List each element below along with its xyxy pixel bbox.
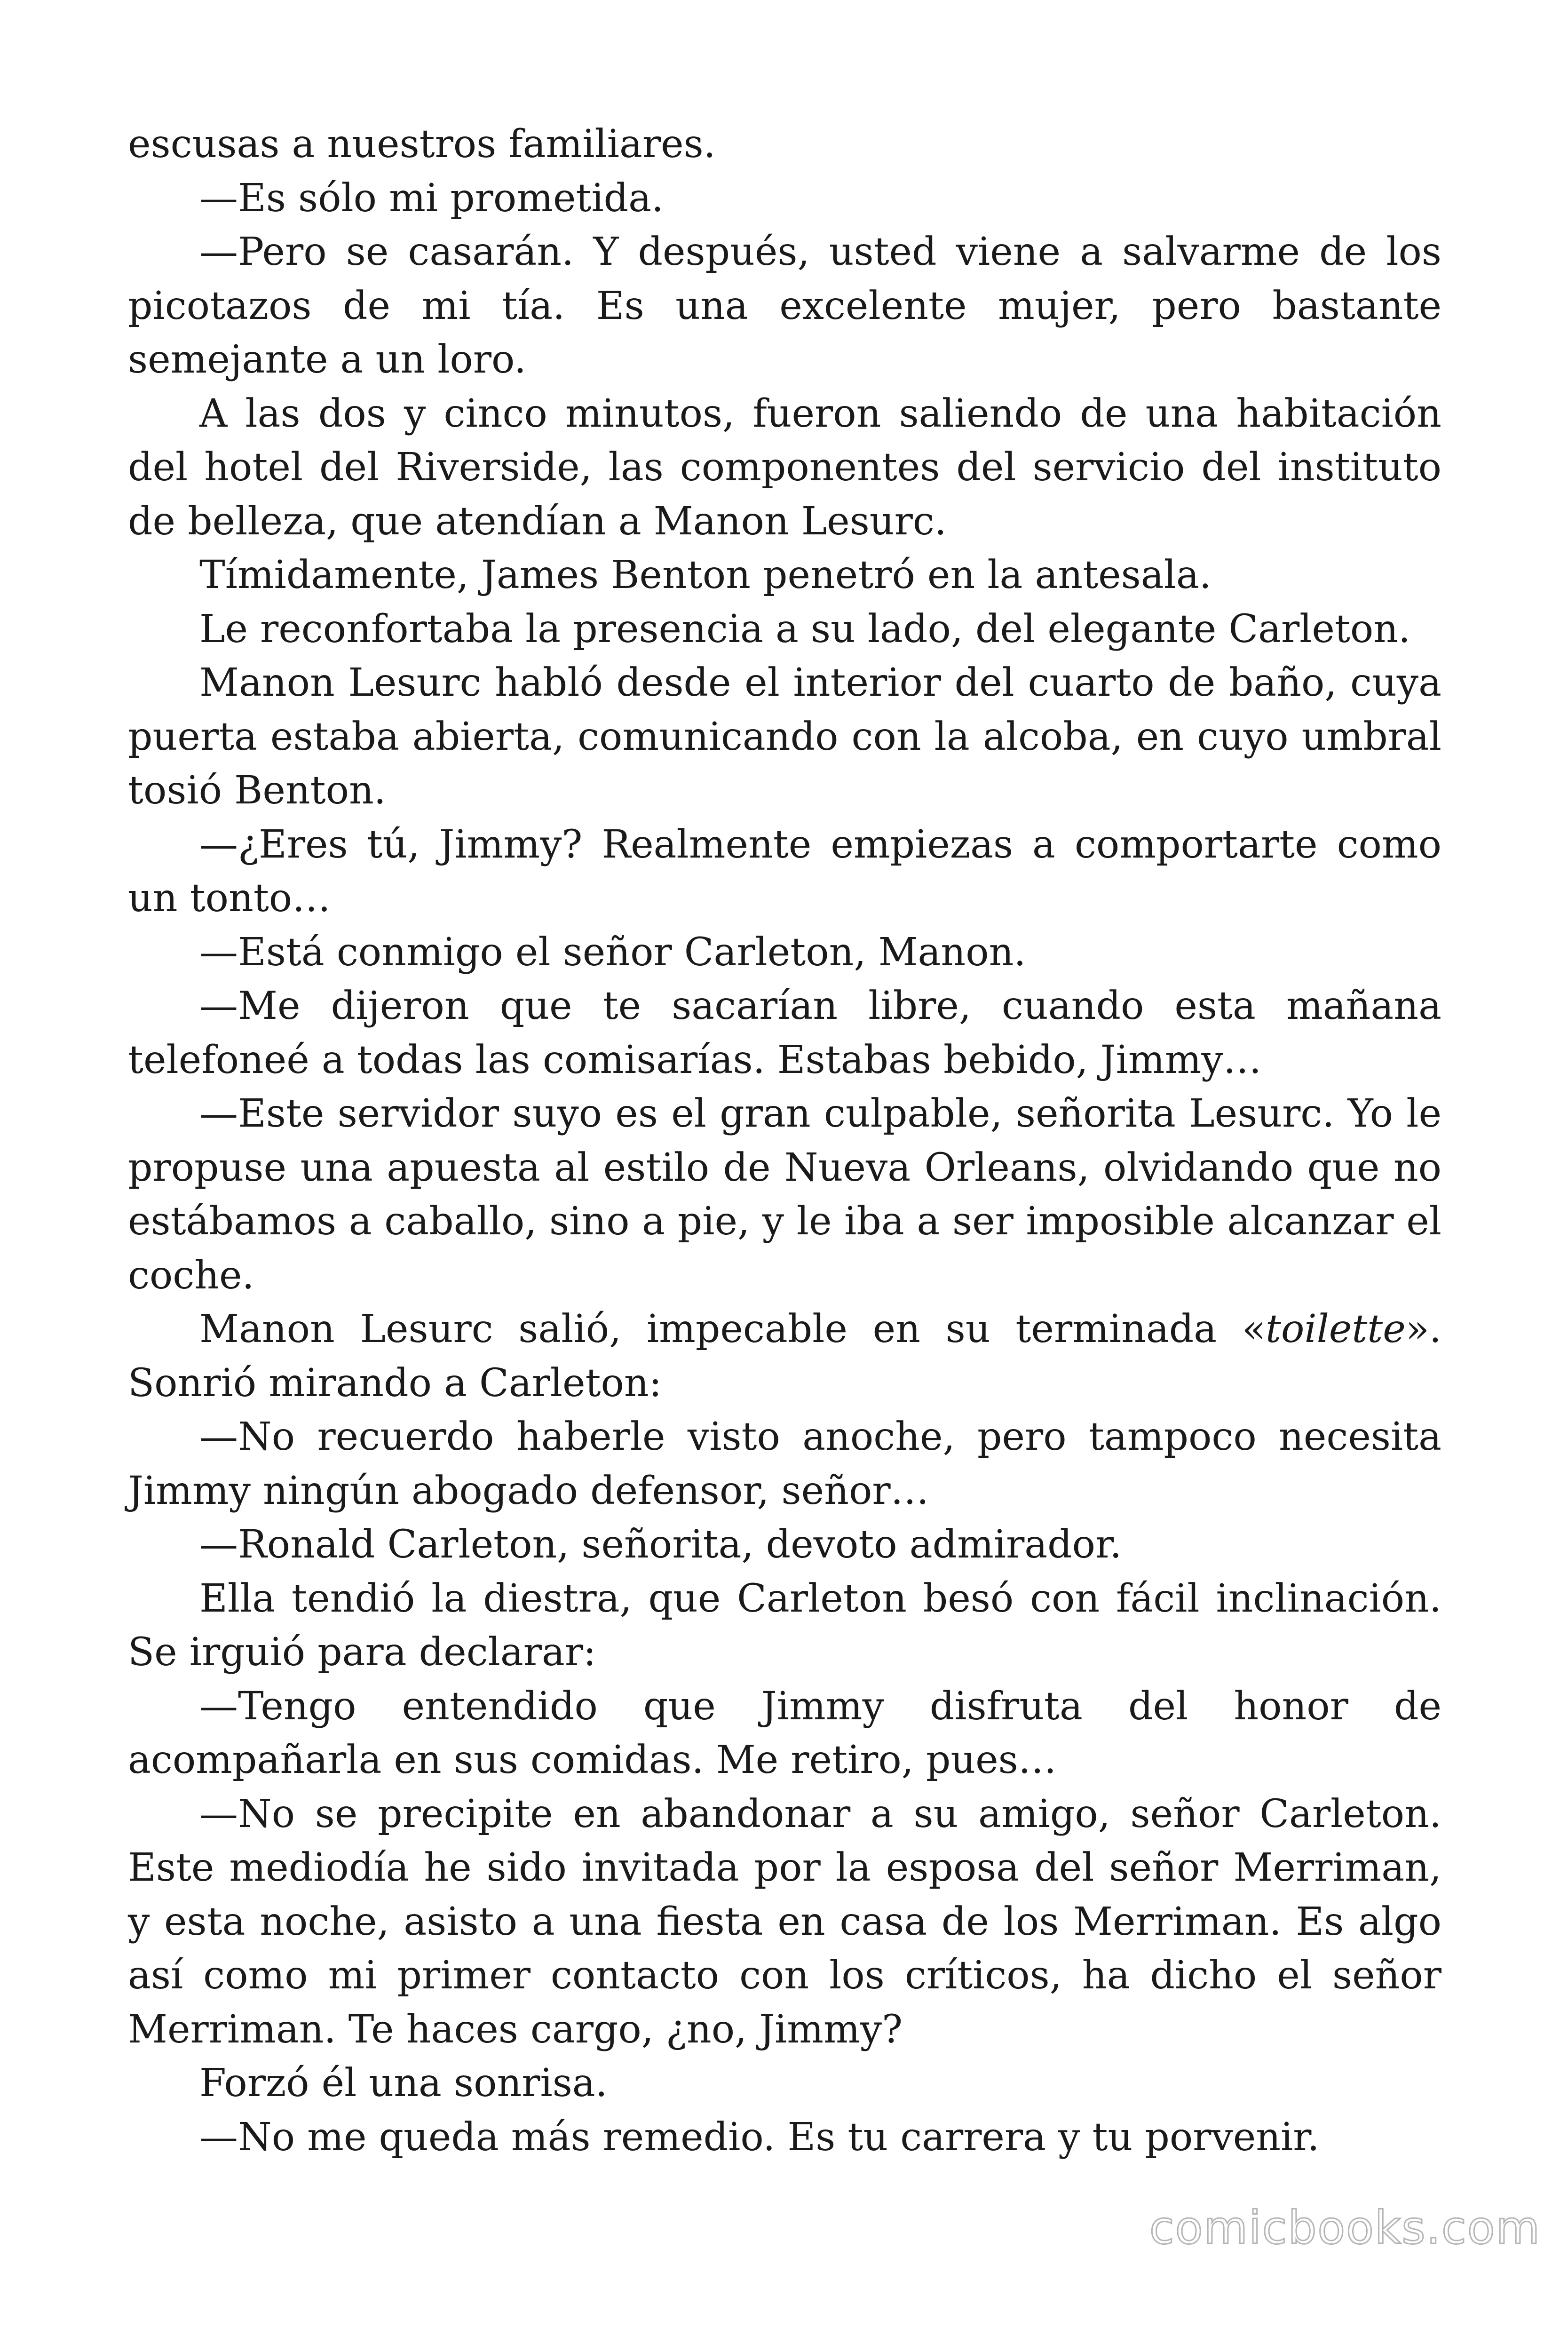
paragraph-12-before: Manon Lesurc salió, impecable en su terminada « [199,1307,1266,1351]
paragraph-14: —Ronald Carleton, señorita, devoto admirador. [199,1522,1122,1567]
paragraph-1: escusas a nuestros familiares. [128,122,716,167]
paragraph-5: Tímidamente, James Benton penetró en la antesala. [199,553,1212,597]
book-page-text [128,118,1441,2164]
paragraph-12-italic: toilette [1266,1307,1406,1351]
paragraph-4: A las dos y cinco minutos, fueron saliendo de una habitación del hotel del Riverside, las componentes del servicio del instituto de belleza, que atendían a Manon Lesurc. [128,391,1441,544]
paragraph-11: —Este servidor suyo es el gran culpable, señorita Lesurc. Yo le propuse una apuesta al estilo de Nueva Orleans, olvidando que no estábamos a caballo, sino a pie, y le iba a ser imposible alcanzar el coche. [128,1091,1441,1298]
paragraph-3: —Pero se casarán. Y después, usted viene a salvarme de los picotazos de mi tía. Es una excelente mujer, pero bastante semejante a un loro. [128,230,1441,382]
paragraph-6: Le reconfortaba la presencia a su lado, del elegante Carleton. [199,606,1411,652]
paragraph-9: —Está conmigo el señor Carleton, Manon. [199,930,1026,975]
paragraph-12 [128,1303,1441,1410]
paragraph-16: —Tengo entendido que Jimmy disfruta del honor de acompañarla en sus comidas. Me retiro, pues… [128,1684,1441,1782]
paragraph-18: Forzó él una sonrisa. [199,2061,608,2106]
paragraph-17: —No se precipite en abandonar a su amigo, señor Carleton. Este mediodía he sido invitada por la esposa del señor Merriman, y esta noche, asisto a una fiesta en casa de los Merriman. Es algo así como mi primer contacto con los críticos, ha dicho el señor Merriman. Te haces cargo, ¿no, Jimmy? [128,1791,1441,2052]
paragraph-8: —¿Eres tú, Jimmy? Realmente empiezas a comportarte como un tonto… [128,822,1441,921]
paragraph-7: Manon Lesurc habló desde el interior del cuarto de baño, cuya puerta estaba abierta, comunicando con la alcoba, en cuyo umbral tosió Benton. [128,660,1441,813]
paragraph-13: —No recuerdo haberle visto anoche, pero tampoco necesita Jimmy ningún abogado defensor, señor… [128,1414,1441,1513]
paragraph-12-after: ». Sonrió mirando a Carleton: [128,1307,1441,1406]
paragraph-2: —Es sólo mi prometida. [199,175,664,221]
paragraph-15: Ella tendió la diestra, que Carleton besó con fácil inclinación. Se irguió para declarar: [128,1576,1441,1675]
watermark-text: comicbooks.com [1149,2201,1541,2254]
paragraph-10: —Me dijeron que te sacarían libre, cuando esta mañana telefoneé a todas las comisarías. Estabas bebido, Jimmy… [128,984,1441,1082]
paragraph-19: —No me queda más remedio. Es tu carrera y tu porvenir. [199,2114,1320,2160]
